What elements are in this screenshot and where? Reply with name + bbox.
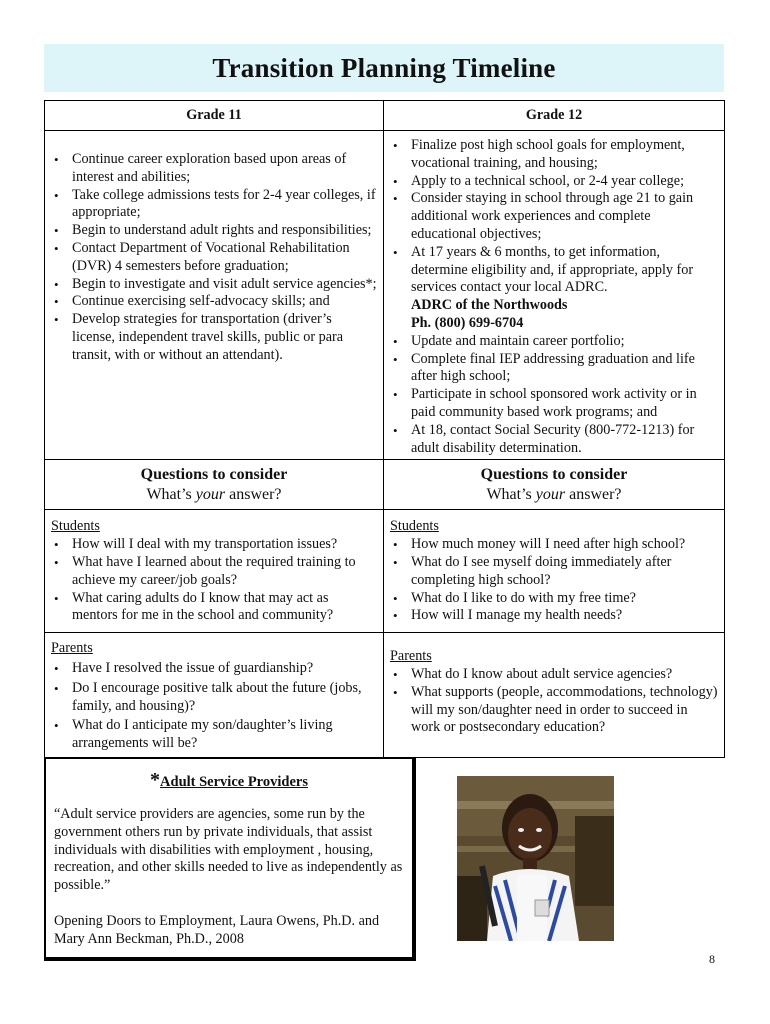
students-grade-12-cell	[384, 510, 725, 633]
parents-grade-11-cell	[45, 633, 384, 758]
page-title: Transition Planning Timeline	[212, 53, 556, 83]
list-item: • Consider staying in school through age 21 to gain additional work experiences and complete educational objectives;	[390, 190, 718, 243]
adrc-instruction: At 17 years & 6 months, to get information, determine eligibility and, if appropriate, apply for services contact your local ADRC.	[411, 243, 694, 296]
title-band	[44, 44, 724, 92]
list-item: • What have I learned about the required training to achieve my career/job goals?	[51, 554, 377, 590]
students-grade-11-cell	[45, 510, 384, 633]
questions-heading: Questions to consider	[480, 465, 628, 483]
list-item: • At 18, contact Social Security (800-772-1213) for adult disability determination.	[390, 422, 718, 458]
list-item: • Have I resolved the issue of guardianship?	[51, 660, 377, 678]
list-item: • What caring adults do I know that may act as mentors for me in the school and community?	[51, 590, 377, 626]
list-item: • Develop strategies for transportation (driver’s license, independent travel skills, public or para transit, with or without an attendant).	[51, 311, 377, 364]
adrc-name: ADRC of the Northwoods	[411, 297, 568, 314]
providers-quote: “Adult service providers are agencies, some run by the government others run by private individuals, that assist individuals with disabilities with employment , housing, recreation, and other skills needed to live as independently as possible.”	[54, 806, 403, 894]
timeline-table	[44, 100, 725, 758]
list-item: • Participate in school sponsored work activity or in paid community based work programs; and	[390, 386, 718, 422]
grade-11-list	[51, 151, 377, 365]
questions-heading: Questions to consider	[140, 465, 288, 483]
providers-title: *Adult Service Providers	[150, 769, 308, 791]
list-item: • Apply to a technical school, or 2-4 year college;	[390, 173, 718, 191]
questions-header-grade-12	[384, 460, 725, 510]
list-item	[390, 244, 718, 333]
list-item: • Do I encourage positive talk about the future (jobs, family, and housing)?	[51, 680, 377, 716]
student-photo	[457, 776, 614, 941]
list-item: • How will I manage my health needs?	[390, 607, 718, 625]
list-item: • Continue exercising self-advocacy skills; and	[51, 293, 377, 311]
students-grade-11-list	[51, 536, 377, 625]
list-item: • What do I anticipate my son/daughter’s living arrangements will be?	[51, 717, 377, 753]
list-item: • Contact Department of Vocational Rehabilitation (DVR) 4 semesters before graduation;	[51, 240, 377, 276]
grade-12-cell	[384, 131, 725, 460]
parents-label: Parents	[51, 640, 93, 657]
list-item: • How will I deal with my transportation issues?	[51, 536, 377, 554]
list-item: • Continue career exploration based upon areas of interest and abilities;	[51, 151, 377, 187]
parents-label: Parents	[390, 648, 432, 665]
adult-service-providers-box	[44, 757, 416, 961]
list-item: • What supports (people, accommodations, technology) will my son/daughter need in order to succeed in work or postsecondary education?	[390, 684, 718, 737]
list-item: • What do I know about adult service agencies?	[390, 666, 718, 684]
grade-11-header: Grade 11	[45, 101, 384, 131]
students-grade-12-list	[390, 536, 718, 625]
parents-grade-11-list	[51, 660, 377, 753]
students-label: Students	[390, 518, 439, 535]
list-item: • What do I see myself doing immediately after completing high school?	[390, 554, 718, 590]
student-photo-image	[457, 776, 614, 941]
parents-grade-12-list	[390, 666, 718, 737]
list-item: • How much money will I need after high school?	[390, 536, 718, 554]
students-label: Students	[51, 518, 100, 535]
list-item: • Update and maintain career portfolio;	[390, 333, 718, 351]
list-item: • Complete final IEP addressing graduation and life after high school;	[390, 351, 718, 387]
questions-subheading: What’s your answer?	[146, 485, 282, 503]
asterisk: *	[150, 769, 161, 791]
list-item: • Begin to understand adult rights and responsibilities;	[51, 222, 377, 240]
questions-subheading: What’s your answer?	[486, 485, 622, 503]
list-item: • Begin to investigate and visit adult service agencies*;	[51, 276, 377, 294]
list-item: • Finalize post high school goals for employment, vocational training, and housing;	[390, 137, 718, 173]
list-item: • Take college admissions tests for 2-4 year colleges, if appropriate;	[51, 187, 377, 223]
questions-header-grade-11	[45, 460, 384, 510]
page-number: 8	[709, 952, 715, 966]
adrc-phone: Ph. (800) 699-6704	[411, 314, 524, 331]
grade-12-list	[390, 137, 718, 457]
list-item: • What do I like to do with my free time?	[390, 590, 718, 608]
parents-grade-12-cell	[384, 633, 725, 758]
providers-citation: Opening Doors to Employment, Laura Owens, Ph.D. and Mary Ann Beckman, Ph.D., 2008	[54, 912, 380, 947]
grade-11-cell	[45, 131, 384, 460]
grade-12-header: Grade 12	[384, 101, 725, 131]
